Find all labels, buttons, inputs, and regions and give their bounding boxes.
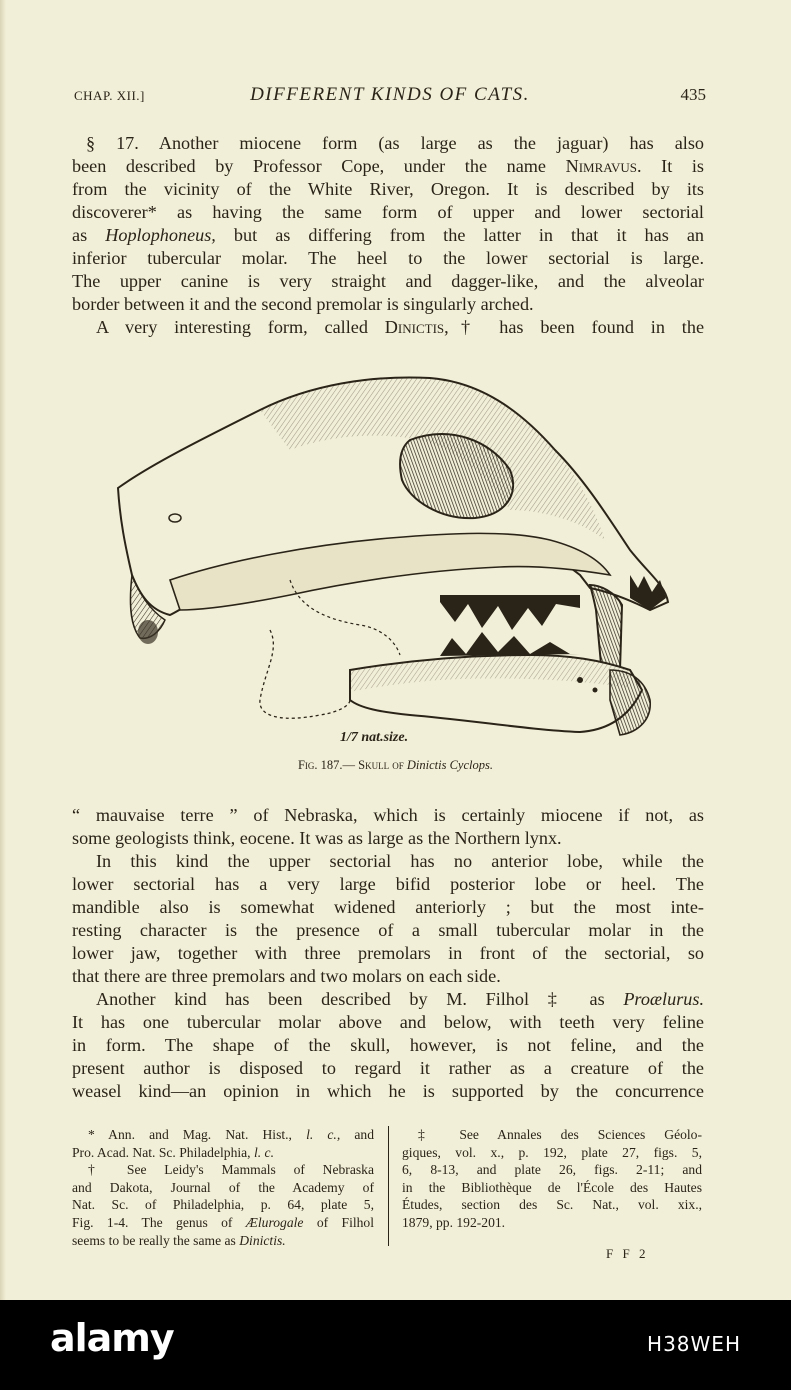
- text-line: A very interesting form, called Dinictis,† has been found in the: [96, 317, 705, 337]
- footnote-line: 1879, pp. 192-201.: [402, 1214, 506, 1230]
- footnote-line: seems to be really the same as Dinictis.: [72, 1232, 286, 1248]
- text-line: “ mauvaise terre ” of Nebraska, which is certainly miocene if not, as: [72, 805, 704, 825]
- paragraph-proaelurus: [72, 988, 704, 1103]
- text-line: Another kind has been described by M. Filhol ‡ as Proælurus.: [96, 989, 704, 1009]
- running-header: [74, 84, 706, 108]
- signature-mark: F F 2: [606, 1246, 649, 1261]
- footnote-line: Études, section des Sc. Nat., vol. xix.,: [402, 1197, 702, 1213]
- genus-dinictis: Dinictis,: [384, 317, 449, 337]
- scale-label: 1/7 nat.size.: [340, 730, 409, 745]
- caption-species: Dinictis Cyclops.: [406, 758, 493, 772]
- paragraph-dinictis: [72, 316, 704, 339]
- text-line: The upper canine is very straight and dagger-like, and the alveolar: [72, 271, 704, 291]
- footnote-line: Pro. Acad. Nat. Sc. Philadelphia, l. c.: [72, 1144, 274, 1160]
- genus-proaelurus: Proælurus.: [623, 989, 704, 1009]
- page-edge: [0, 0, 6, 1300]
- footnote-line: ‡ See Annales des Sciences Géolo-: [418, 1127, 702, 1142]
- text-line: In this kind the upper sectorial has no anterior lobe, while the: [96, 851, 704, 871]
- watermark-logo: alamy: [50, 1316, 174, 1360]
- footnote-line: and Dakota, Journal of the Academy of: [72, 1179, 374, 1195]
- text-line: border between it and the second premolar is singularly arched.: [72, 294, 534, 314]
- footnote-line: giques, vol. x., p. 192, plate 27, figs. 5,: [402, 1144, 702, 1160]
- figure-caption: Fig. 187.— Skull of Dinictis Cyclops.: [297, 758, 493, 772]
- text-line: mandible also is somewhat widened anteriorly ; but the most inte-: [72, 897, 704, 917]
- footnotes-right: [402, 1126, 702, 1232]
- footnote-line: in the Bibliothèque de l'École des Hautes: [402, 1179, 702, 1195]
- footnote-line: 6, 8-13, and plate 26, figs. 2-11; and: [402, 1162, 702, 1178]
- footnote-line: * Ann. and Mag. Nat. Hist., l. c., and: [88, 1127, 374, 1142]
- text-line: in form. The shape of the skull, however, is not feline, and the: [72, 1035, 704, 1055]
- watermark-image-id: H38WEH: [647, 1332, 741, 1356]
- text-line: discoverer* as having the same form of upper and lower sectorial: [72, 202, 704, 222]
- text-line: that there are three premolars and two molars on each side.: [72, 966, 501, 986]
- text-line: lower sectorial has a very large bifid posterior lobe or heel. The: [72, 874, 704, 894]
- text-line: some geologists think, eocene. It was as large as the Northern lynx.: [72, 828, 562, 848]
- running-title: DIFFERENT KINDS OF CATS.: [250, 84, 530, 105]
- paragraph-17: [72, 132, 704, 316]
- footnotes-left: [72, 1126, 374, 1249]
- paragraph-sectorial: [72, 850, 704, 988]
- genus-nimravus: Nimravus.: [565, 156, 642, 176]
- paragraph-nebraska: [72, 804, 704, 850]
- text-line: weasel kind—an opinion in which he is supported by the concurrence: [72, 1081, 704, 1101]
- footnote-line: Nat. Sc. of Philadelphia, p. 64, plate 5,: [72, 1197, 374, 1213]
- text-line: inferior tubercular molar. The heel to the lower sectorial is large.: [72, 248, 704, 268]
- text-line: § 17. Another miocene form (as large as the jaguar) has also: [86, 133, 704, 153]
- text-line: It has one tubercular molar above and below, with teeth very feline: [72, 1012, 704, 1032]
- text-line: from the vicinity of the White River, Oregon. It is described by its: [72, 179, 704, 199]
- chapter-label: CHAP. XII.]: [74, 88, 145, 103]
- footnote-line: † See Leidy's Mammals of Nebraska: [88, 1162, 374, 1178]
- genus-hoplophoneus: Hoplophoneus,: [105, 225, 216, 245]
- page-number: 435: [680, 85, 706, 104]
- text-line: present author is disposed to regard it rather as a creature of the: [72, 1058, 704, 1078]
- footnote-divider: [388, 1126, 389, 1246]
- text-line: been described by Professor Cope, under the name Nimravus. It is: [72, 156, 704, 176]
- skull-illustration: [110, 370, 680, 750]
- text-line: lower jaw, together with three premolars in front of the sectorial, so: [72, 943, 704, 963]
- footnote-line: Fig. 1-4. The genus of Ælurogale of Filhol: [72, 1214, 374, 1230]
- text-line: resting character is the presence of a small tubercular molar in the: [72, 920, 704, 940]
- text-line: as Hoplophoneus, but as differing from the latter in that it has an: [72, 225, 705, 245]
